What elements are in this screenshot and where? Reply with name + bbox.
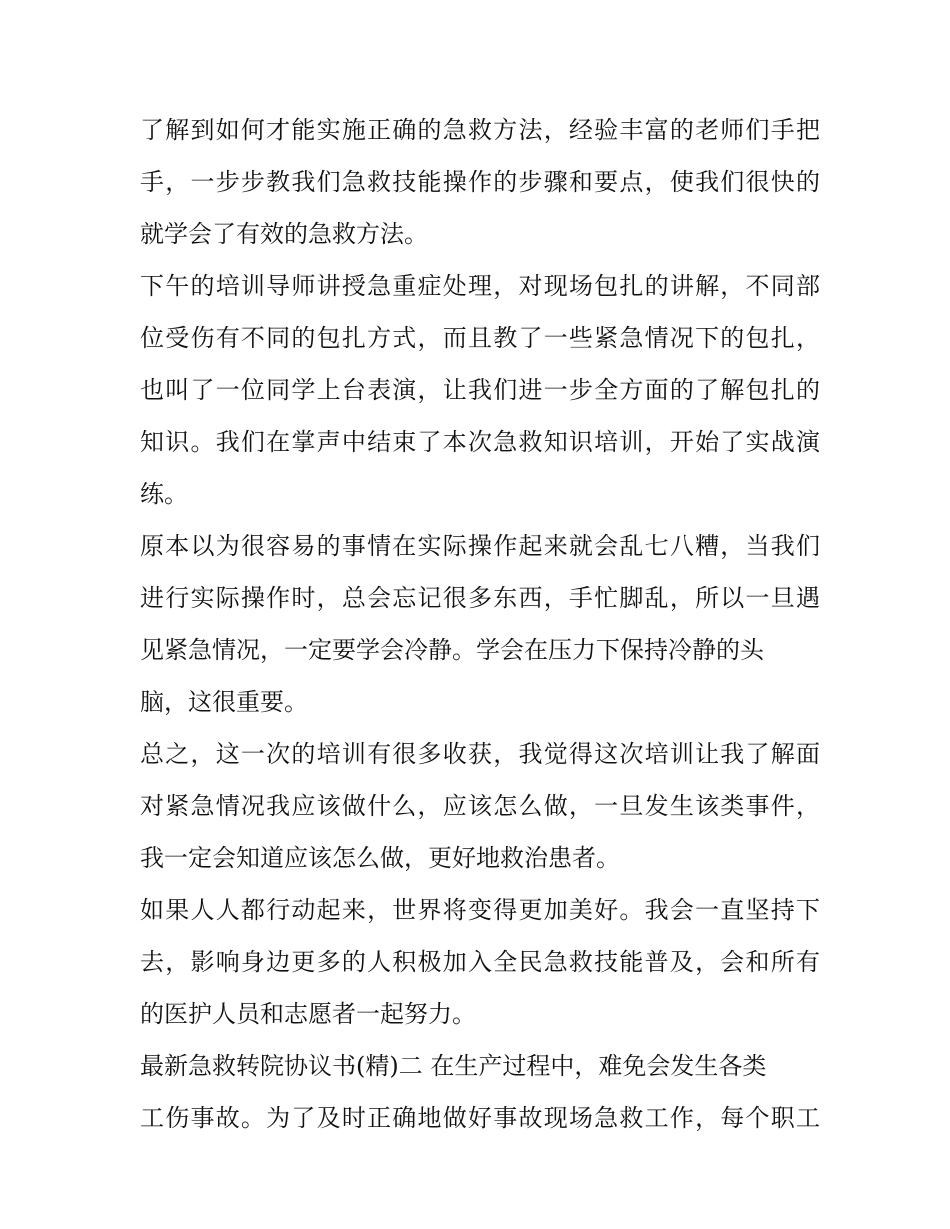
text-line: 练。 xyxy=(140,480,188,508)
text-line: 见紧急情况，一定要学会冷静。学会在压力下保持冷静的头 xyxy=(140,636,764,664)
text-line: 如果人人都行动起来，世界将变得更加美好。我会一直坚持下 xyxy=(140,896,820,924)
text-line: 就学会了有效的急救方法。 xyxy=(140,220,428,248)
text-line: 的医护人员和志愿者一起努力。 xyxy=(140,1000,476,1028)
text-line: 知识。我们在掌声中结束了本次急救知识培训，开始了实战演 xyxy=(140,428,820,456)
text-line: 总之，这一次的培训有很多收获，我觉得这次培训让我了解面 xyxy=(140,740,820,768)
text-line: 对紧急情况我应该做什么，应该怎么做，一旦发生该类事件， xyxy=(140,792,820,820)
text-line: 去，影响身边更多的人积极加入全民急救技能普及，会和所有 xyxy=(140,948,820,976)
text-line: 也叫了一位同学上台表演，让我们进一步全方面的了解包扎的 xyxy=(140,376,820,404)
text-line: 我一定会知道应该怎么做，更好地救治患者。 xyxy=(140,844,620,872)
text-line: 进行实际操作时，总会忘记很多东西，手忙脚乱，所以一旦遇 xyxy=(140,584,820,612)
text-line: 最新急救转院协议书(精)二 在生产过程中，难免会发生各类 xyxy=(140,1052,767,1080)
text-line: 工伤事故。为了及时正确地做好事故现场急救工作，每个职工 xyxy=(140,1104,820,1132)
text-line: 原本以为很容易的事情在实际操作起来就会乱七八糟，当我们 xyxy=(140,532,820,560)
document-body xyxy=(140,104,820,1144)
text-line: 手，一步步教我们急救技能操作的步骤和要点，使我们很快的 xyxy=(140,168,820,196)
text-line: 了解到如何才能实施正确的急救方法，经验丰富的老师们手把 xyxy=(140,116,820,144)
text-line: 位受伤有不同的包扎方式，而且教了一些紧急情况下的包扎， xyxy=(140,324,820,352)
text-line: 脑，这很重要。 xyxy=(140,688,308,716)
text-line: 下午的培训导师讲授急重症处理，对现场包扎的讲解，不同部 xyxy=(140,272,820,300)
